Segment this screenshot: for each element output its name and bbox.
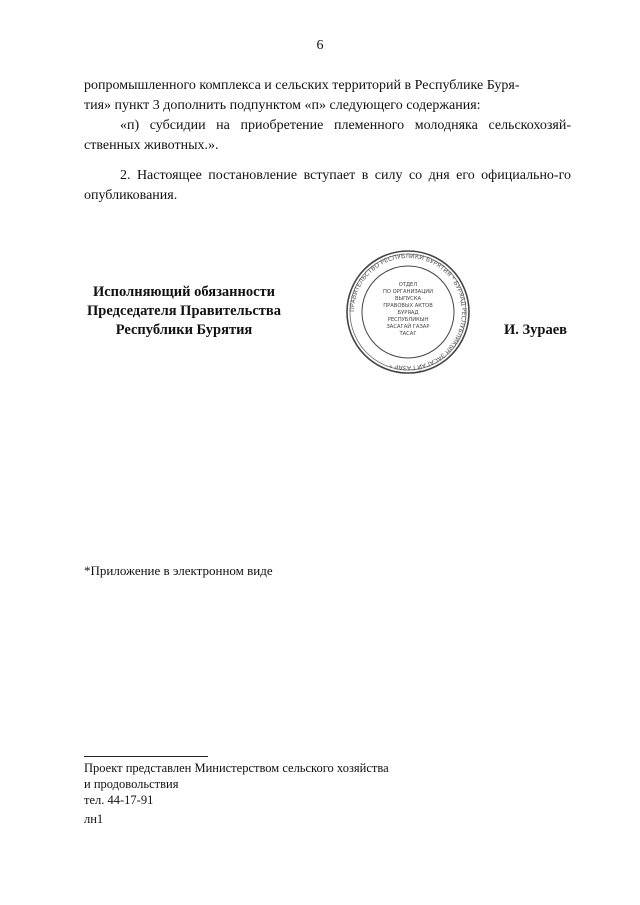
paragraph-effective-date (84, 166, 571, 206)
seal-inner-line: ВЫПУСКА (394, 296, 422, 302)
footnote (84, 760, 389, 808)
seal-inner-line: ЗАСАГАЙ ГАЗАР (386, 324, 430, 330)
document-code: лн1 (84, 812, 104, 826)
seal-inner-line: ПО ОРГАНИЗАЦИИ (382, 289, 434, 295)
seal-inner-line: РЕСПУБЛИКЫН (387, 317, 429, 323)
paragraph-amendment (84, 76, 571, 156)
attachment-note: *Приложение в электронном виде (84, 563, 273, 578)
seal-inner-line: ПРАВОВЫХ АКТОВ (383, 303, 433, 309)
paragraph-line: ропромышленного комплекса и сельских территорий в Республике Буря- (84, 78, 520, 93)
footnote-phone: тел. 44-17-91 (84, 793, 154, 807)
footnote-line: Проект представлен Министерством сельского хозяйства (84, 761, 389, 775)
signatory-title-line: Исполняющий обязанности (92, 284, 276, 300)
page-number: 6 (316, 38, 324, 53)
seal-inner-line: ТАСАГ (399, 331, 417, 337)
footnote-line: и продовольствия (84, 777, 179, 791)
signatory-title (84, 283, 284, 340)
signatory-title-line: Республики Бурятия (115, 322, 253, 338)
quoted-subparagraph: «п) субсидии на приобретение племенного молодняка сельскохозяй-ственных животных.». (84, 118, 571, 153)
seal-inner-line: БУРЯАД (397, 310, 419, 316)
signatory-title-line: Председателя Правительства (87, 303, 281, 319)
footnote-divider (84, 756, 208, 757)
official-seal (344, 250, 472, 374)
paragraph-line: тия» пункт 3 дополнить подпунктом «п» следующего содержания: (84, 98, 481, 113)
seal-inner-line: ОТДЕЛ (398, 282, 418, 288)
seal-ring-text: ПРАВИТЕЛЬСТВО РЕСПУБЛИКИ БУРЯТИЯ * БУРЯАД РЕСПУБЛИКЫН ЗАСАГАЙ ГАЗАР * (348, 252, 468, 372)
paragraph-text: 2. Настоящее постановление вступает в силу со дня его официально-го опубликования. (84, 168, 571, 203)
signatory-name: И. Зураев (504, 322, 568, 338)
